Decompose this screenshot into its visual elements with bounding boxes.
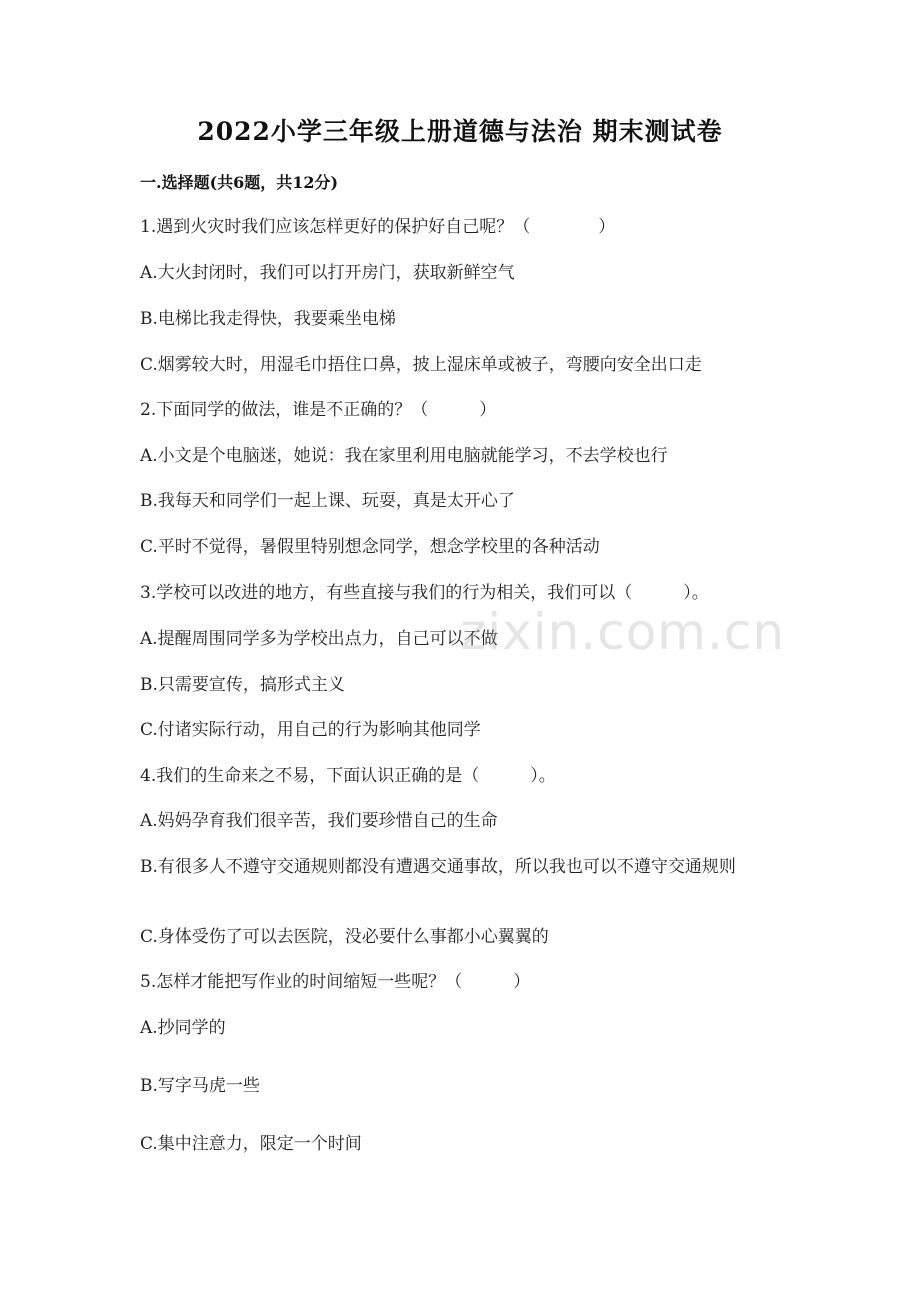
question-3-stem: 3.学校可以改进的地方，有些直接与我们的行为相关，我们可以（ ）。	[140, 583, 709, 603]
page-title: 2022小学三年级上册道德与法治 期末测试卷	[197, 117, 723, 146]
question-5-stem: 5.怎样才能把写作业的时间缩短一些呢？（ ）	[140, 972, 531, 992]
question-4-option-b: B.有很多人不遵守交通规则都没有遭遇交通事故，所以我也可以不遵守交通规则	[140, 857, 736, 877]
question-3-option-c: C.付诸实际行动，用自己的行为影响其他同学	[140, 720, 481, 740]
question-1-option-a: A.大火封闭时，我们可以打开房门，获取新鲜空气	[140, 263, 515, 283]
question-1-stem: 1.遇到火灾时我们应该怎样更好的保护好自己呢？（ ）	[140, 217, 616, 237]
question-1-option-c: C.烟雾较大时，用湿毛巾捂住口鼻，披上湿床单或被子，弯腰向安全出口走	[140, 355, 702, 375]
question-4-option-a: A.妈妈孕育我们很辛苦，我们要珍惜自己的生命	[140, 811, 498, 831]
question-2-option-b: B.我每天和同学们一起上课、玩耍，真是太开心了	[140, 491, 515, 511]
section-heading: 一.选择题(共6题，共12分)	[140, 173, 339, 192]
question-3-option-b: B.只需要宣传，搞形式主义	[140, 675, 345, 695]
question-2-option-a: A.小文是个电脑迷，她说：我在家里利用电脑就能学习，不去学校也行	[140, 446, 668, 466]
question-4-stem: 4.我们的生命来之不易，下面认识正确的是（ ）。	[140, 766, 556, 786]
question-4-option-c: C.身体受伤了可以去医院，没必要什么事都小心翼翼的	[140, 927, 549, 947]
question-3-option-a: A.提醒周围同学多为学校出点力，自己可以不做	[140, 629, 498, 649]
question-5-option-a: A.抄同学的	[140, 1018, 226, 1038]
question-2-option-c: C.平时不觉得，暑假里特别想念同学，想念学校里的各种活动	[140, 537, 600, 557]
question-5-option-c: C.集中注意力，限定一个时间	[140, 1134, 362, 1154]
watermark: zixin.com.cn	[460, 603, 786, 661]
question-2-stem: 2.下面同学的做法，谁是不正确的？（ ）	[140, 400, 497, 420]
question-1-option-b: B.电梯比我走得快，我要乘坐电梯	[140, 309, 396, 329]
question-5-option-b: B.写字马虎一些	[140, 1076, 260, 1096]
